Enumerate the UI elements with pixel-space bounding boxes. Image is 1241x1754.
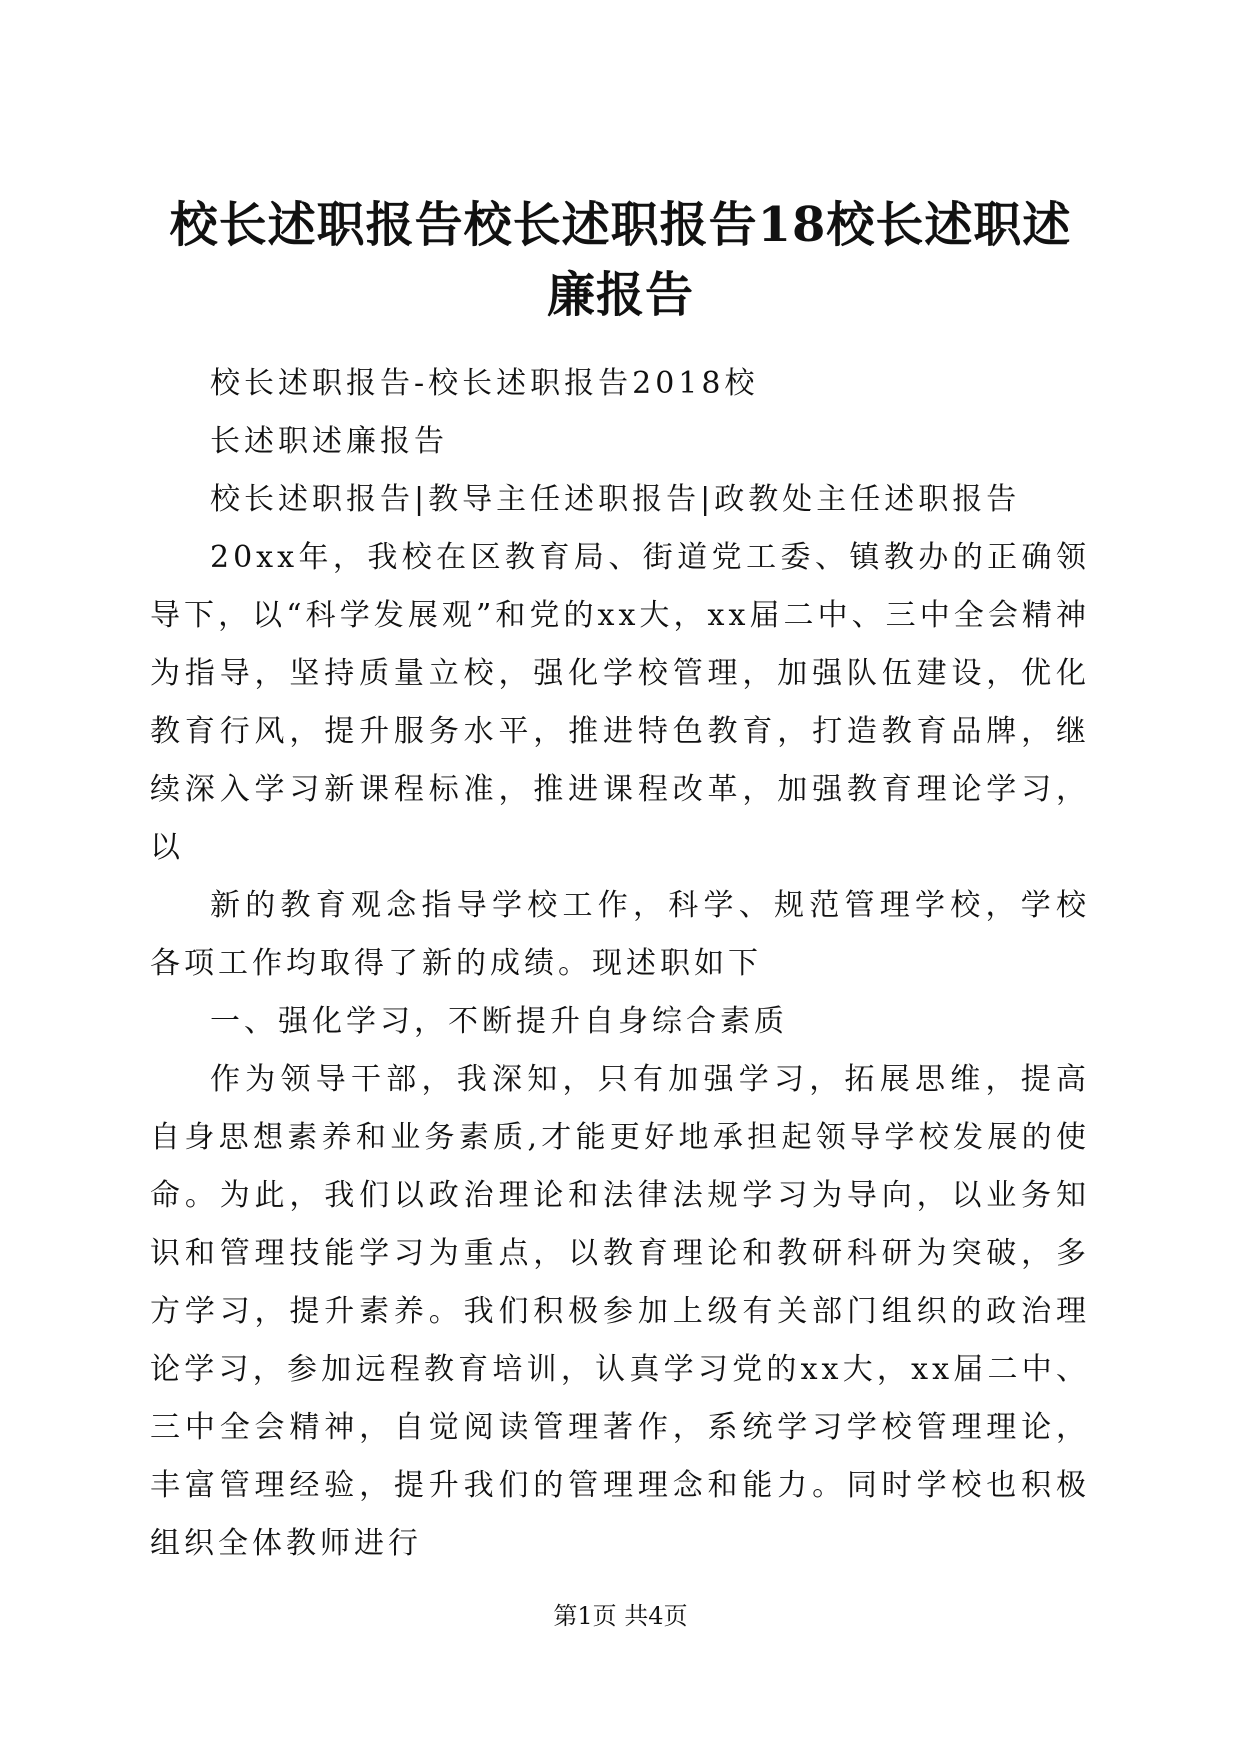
page-number: 第1页 共4页 — [553, 1602, 688, 1630]
document-title: 校长述职报告校长述职报告18校长述职述廉报告 — [169, 197, 1072, 323]
paragraph: 校长述职报告|教导主任述职报告|政教处主任述职报告 — [210, 482, 1021, 517]
section-heading: 一、强化学习，不断提升自身综合素质 — [210, 1004, 788, 1039]
paragraph: 20xx年，我校在区教育局、街道党工委、镇教办的正确领导下，以“科学发展观”和党的xx大，xx届二中、三中全会精神为指导，坚持质量立校，强化学校管理，加强队伍建设，优化教育行风，提升服务水平，推进特色教育，打造教育品牌，继续深入学习新课程标准，推进课程改革，加强教育理论学习，以 — [150, 540, 1090, 865]
paragraph: 长述职述廉报告 — [210, 424, 448, 459]
document-body — [150, 355, 1090, 1573]
paragraph: 新的教育观念指导学校工作，科学、规范管理学校，学校各项工作均取得了新的成绩。现述职如下 — [150, 888, 1090, 981]
paragraph: 校长述职报告-校长述职报告2018校 — [210, 366, 759, 401]
paragraph: 作为领导干部，我深知，只有加强学习，拓展思维，提高自身思想素养和业务素质,才能更好地承担起领导学校发展的使命。为此，我们以政治理论和法律法规学习为导向，以业务知识和管理技能学习为重点，以教育理论和教研科研为突破，多方学习，提升素养。我们积极参加上级有关部门组织的政治理论学习，参加远程教育培训，认真学习党的xx大，xx届二中、三中全会精神，自觉阅读管理著作，系统学习学校管理理论，丰富管理经验，提升我们的管理理念和能力。同时学校也积极组织全体教师进行 — [150, 1062, 1090, 1561]
